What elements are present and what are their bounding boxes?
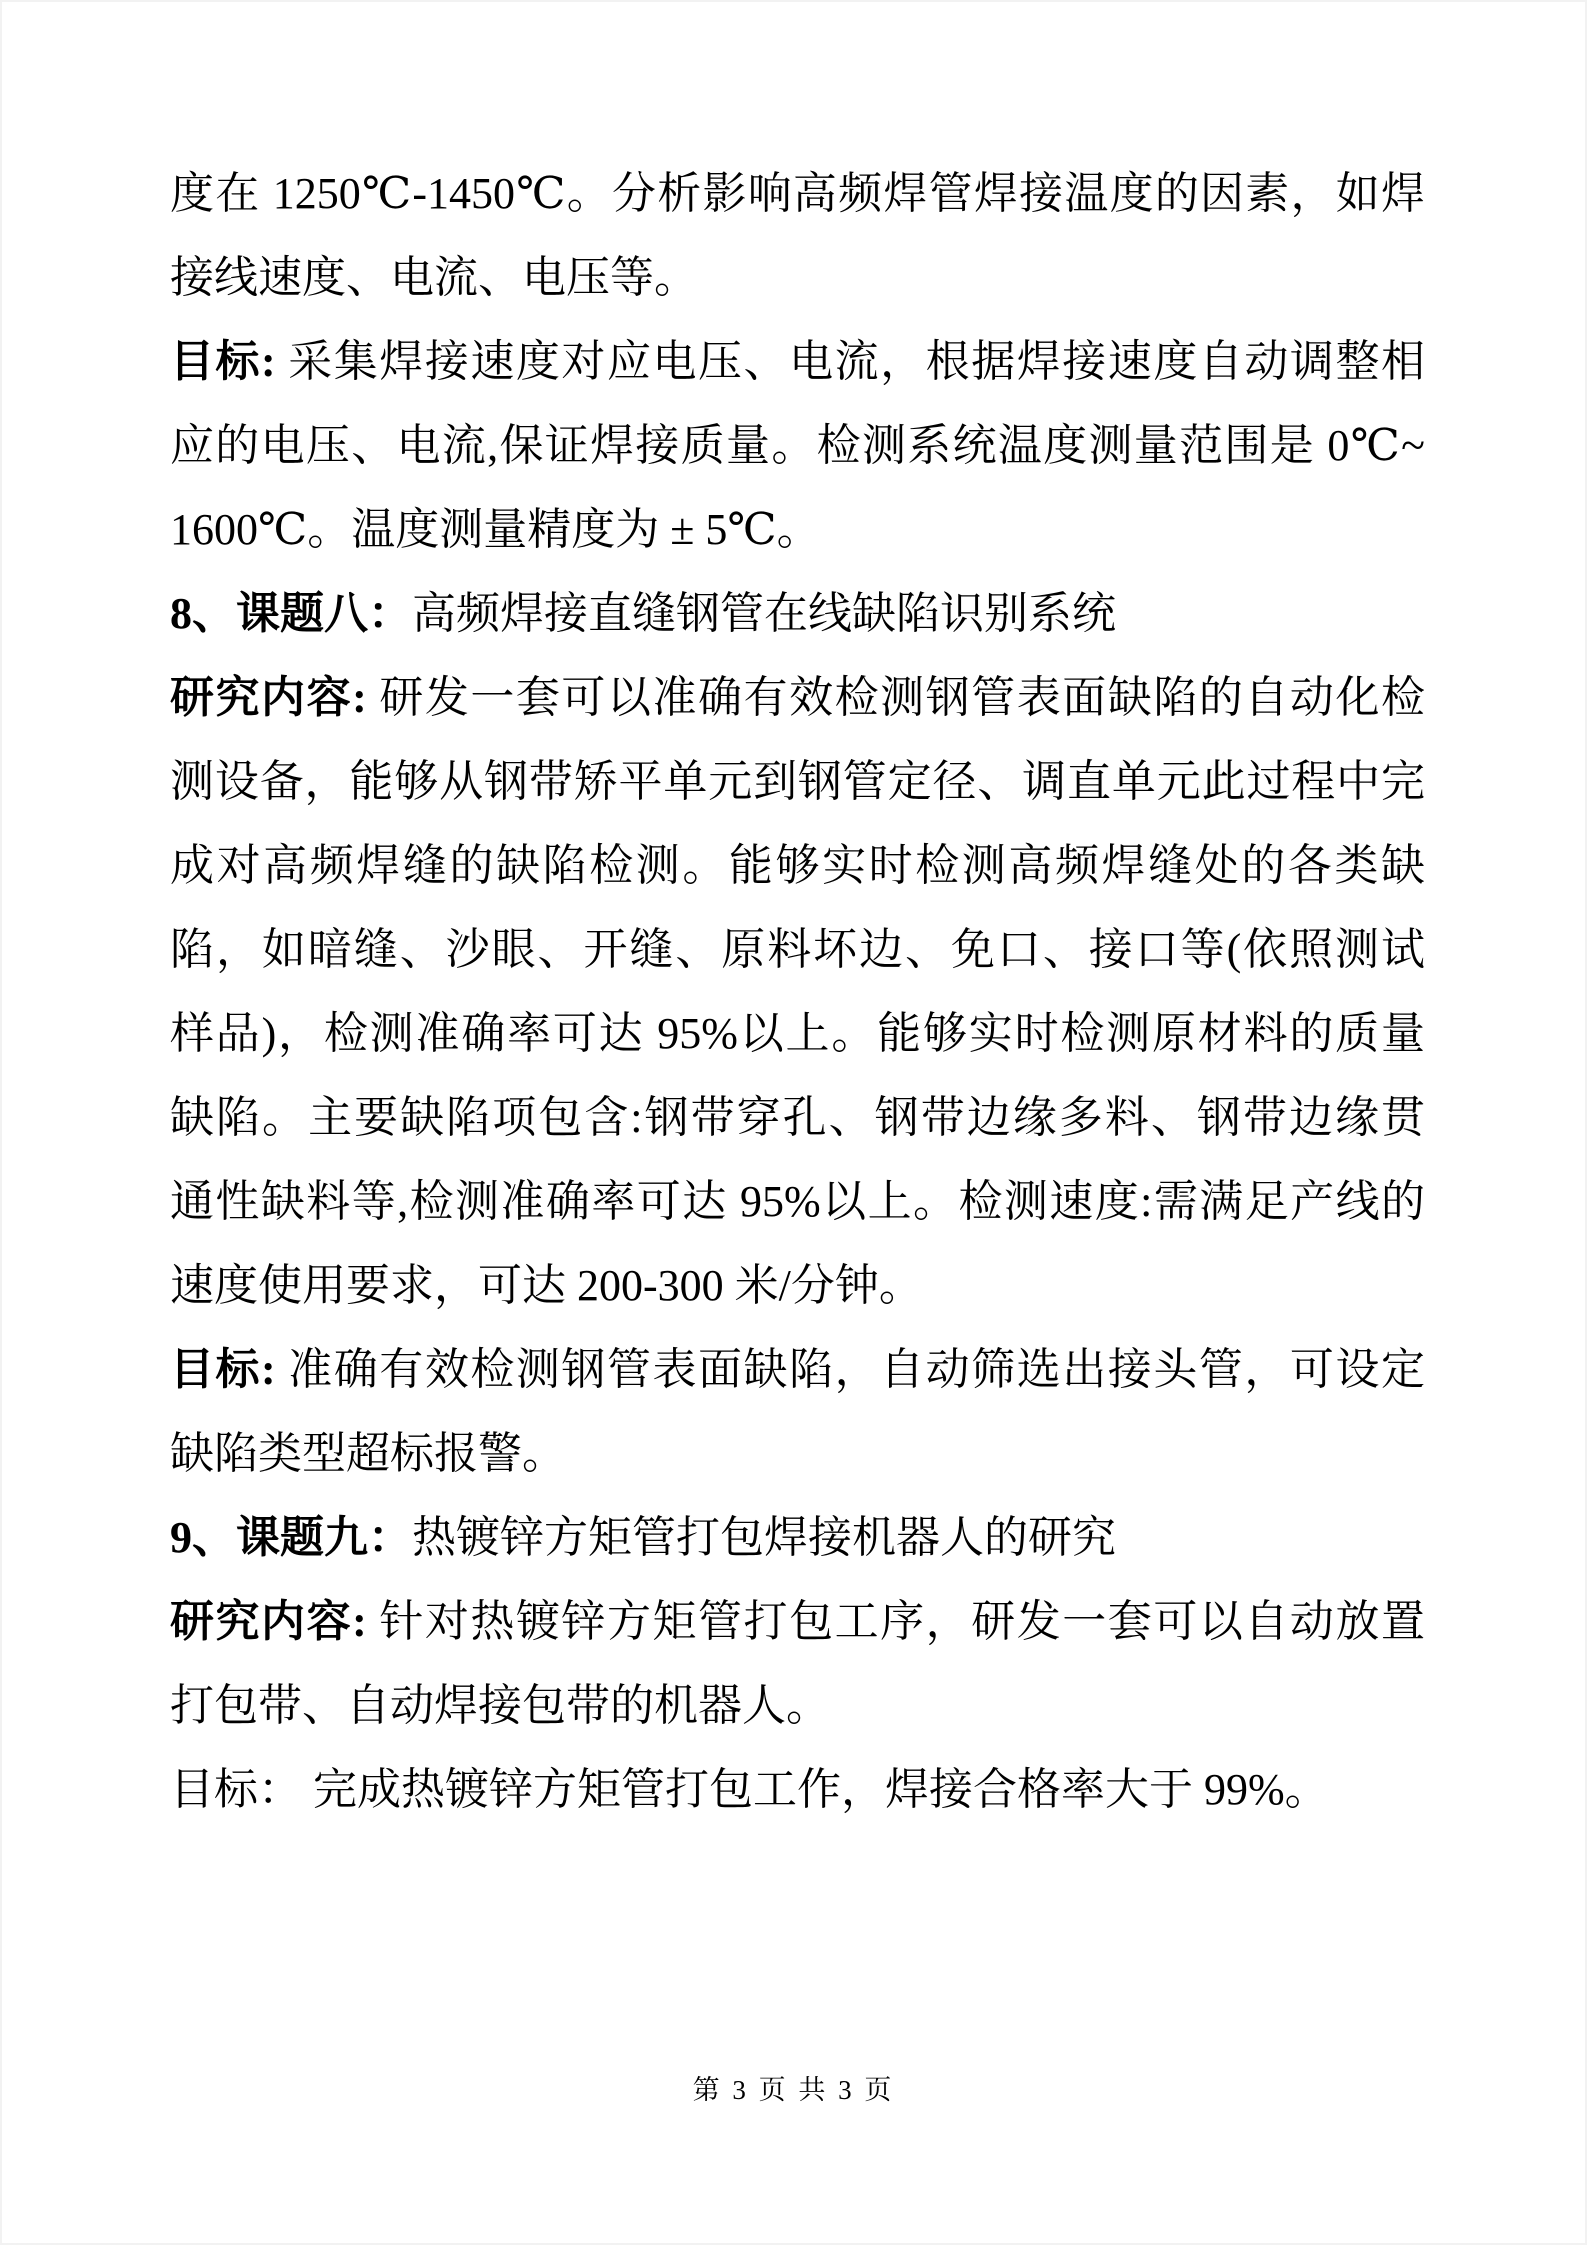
text-line — [170, 236, 1425, 320]
text-run: 准确有效检测钢管表面缺陷，自动筛选出接头管，可设定 — [288, 1345, 1425, 1394]
text-line — [170, 152, 1425, 236]
text-run: 缺陷。主要缺陷项包含:钢带穿孔、钢带边缘多料、钢带边缘贯 — [170, 1093, 1425, 1142]
text-run: 针对热镀锌方矩管打包工序，研发一套可以自动放置 — [379, 1597, 1425, 1646]
text-run: 采集焊接速度对应电压、电流，根据焊接速度自动调整相 — [288, 337, 1425, 386]
text-line — [170, 1496, 1425, 1580]
document-body — [170, 152, 1425, 1832]
label-bold: 研究内容: — [170, 673, 380, 722]
text-line — [170, 908, 1425, 992]
text-run: 样品)，检测准确率可达 95%以上。能够实时检测原材料的质量 — [170, 1009, 1425, 1058]
text-run: 高频焊接直缝钢管在线缺陷识别系统 — [412, 589, 1116, 638]
text-run: 接线速度、电流、电压等。 — [170, 253, 698, 302]
label-bold: 8、课题八： — [170, 589, 412, 638]
text-line — [170, 488, 1425, 572]
page-footer — [0, 2068, 1587, 2107]
text-run: 打包带、自动焊接包带的机器人。 — [170, 1681, 830, 1730]
text-run: 缺陷类型超标报警。 — [170, 1429, 566, 1478]
text-line — [170, 1664, 1425, 1748]
text-line — [170, 656, 1425, 740]
text-line — [170, 572, 1425, 656]
text-line — [170, 740, 1425, 824]
text-run: 应的电压、电流,保证焊接质量。检测系统温度测量范围是 0℃~ — [170, 421, 1425, 470]
text-line — [170, 1076, 1425, 1160]
text-line — [170, 404, 1425, 488]
text-run: 度在 1250℃-1450℃。分析影响高频焊管焊接温度的因素，如焊 — [170, 169, 1425, 218]
text-run: 陷，如暗缝、沙眼、开缝、原料坏边、免口、接口等(依照测试 — [170, 925, 1425, 974]
text-run: 1600℃。温度测量精度为 ± 5℃。 — [170, 505, 821, 554]
text-run: 目标： 完成热镀锌方矩管打包工作，焊接合格率大于 99%。 — [170, 1765, 1329, 1814]
page-number-text: 第 3 页 共 3 页 — [692, 2075, 895, 2105]
text-run: 速度使用要求，可达 200-300 米/分钟。 — [170, 1261, 923, 1310]
text-line — [170, 1244, 1425, 1328]
label-bold: 9、课题九： — [170, 1513, 412, 1562]
text-run: 通性缺料等,检测准确率可达 95%以上。检测速度:需满足产线的 — [170, 1177, 1425, 1226]
text-line — [170, 1580, 1425, 1664]
text-run: 成对高频焊缝的缺陷检测。能够实时检测高频焊缝处的各类缺 — [170, 841, 1425, 890]
text-line — [170, 824, 1425, 908]
text-line — [170, 1748, 1425, 1832]
text-line — [170, 1412, 1425, 1496]
text-line — [170, 1328, 1425, 1412]
text-line — [170, 1160, 1425, 1244]
label-bold: 研究内容: — [170, 1597, 380, 1646]
label-bold: 目标: — [170, 337, 289, 386]
text-line — [170, 320, 1425, 404]
text-line — [170, 992, 1425, 1076]
text-run: 测设备，能够从钢带矫平单元到钢管定径、调直单元此过程中完 — [170, 757, 1425, 806]
text-run: 热镀锌方矩管打包焊接机器人的研究 — [412, 1513, 1116, 1562]
text-run: 研发一套可以准确有效检测钢管表面缺陷的自动化检 — [379, 673, 1425, 722]
label-bold: 目标: — [170, 1345, 289, 1394]
